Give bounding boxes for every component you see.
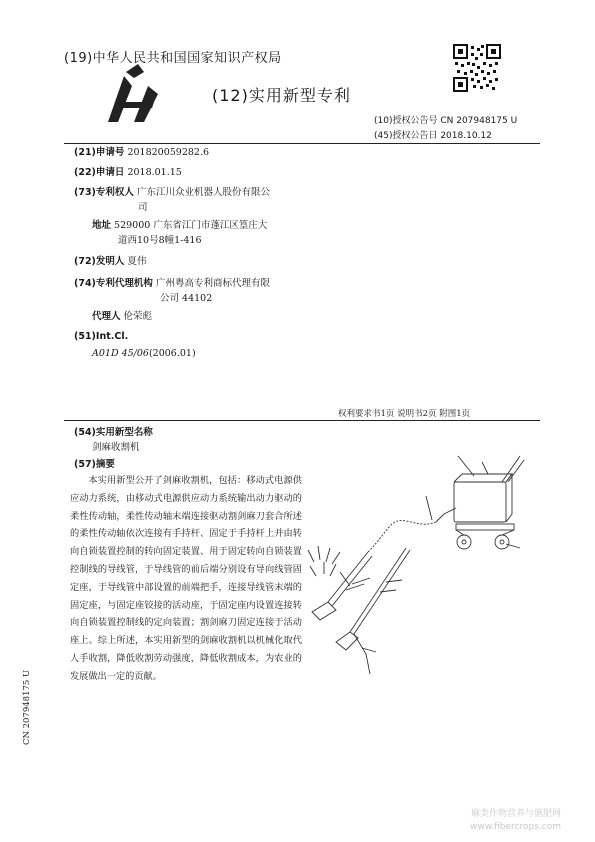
agency-continued [160, 292, 212, 306]
harvester-drawing [306, 452, 526, 682]
address-continued [118, 234, 202, 248]
agency-line-2: 公司 44102 [160, 293, 213, 304]
int-cl-row [74, 330, 128, 344]
title-label: (54)实用新型名称 [74, 427, 153, 438]
application-number-row [74, 146, 209, 160]
inventor: 夏伟 [127, 256, 147, 267]
address-line-1: 529000 广东省江门市蓬江区篁庄大 [114, 220, 268, 231]
publication-info [374, 114, 517, 144]
watermark-line-2: www.fibercrops.com [470, 822, 561, 832]
ipc-code: A01D 45/06 [92, 348, 149, 359]
watermark [470, 808, 561, 834]
ipc-year: (2006.01) [148, 348, 196, 359]
utility-model-title: 剑麻收割机 [92, 442, 140, 453]
abstract-text: 本实用新型公开了剑麻收割机，包括：移动式电源供应动力系统，由移动式电源供应动力系统输出动力驱动的柔性传动轴，柔性传动轴末端连接驱动割剑麻刀套合所述的柔性传动轴依次连接有手持杆、固定于手持杆上并由转向自锁装置控制的转向固定装置、用于固定转向自锁装置控制线的导线管，于导线管的前后端分别设有导向线管固定座，于导线管中部设置的前端把手，连接导线管末端的固定座，与固定座铰接的活动座，于固定座内设置连接转向自锁装置控制线的定向装置；割剑麻刀固定连接于活动座上。综上所述，本实用新型的剑麻收割机以机械化取代人手收割，降低收割劳动强度，降低收割成本，为农业的发展做出一定的贡献。 [70, 475, 302, 682]
watermark-line-1: 麻类作物营养与施肥网 [470, 809, 561, 819]
agency-label: (74)专利代理机构 [74, 278, 153, 289]
abstract-label: (57)摘要 [74, 459, 115, 470]
application-date: 2018.01.15 [127, 167, 182, 178]
patentee-row [74, 186, 270, 200]
section-rule [64, 420, 540, 421]
address-row [92, 219, 267, 233]
ipc-row [92, 347, 196, 361]
page-counts: 权利要求书1页 说明书2页 附图1页 [338, 409, 471, 419]
application-date-label: (22)申请日 [74, 167, 125, 178]
agent-label: 代理人 [92, 311, 121, 322]
header-rule [64, 143, 540, 144]
address-label: 地址 [92, 220, 112, 231]
patentee-continued [138, 201, 148, 215]
patentee-label: (73)专利权人 [74, 187, 134, 198]
application-number: 201820059282.6 [127, 147, 210, 158]
qr-code [453, 44, 501, 92]
publication-number: (10)授权公告号 CN 207948175 U [374, 116, 518, 126]
agency-line-1: 广州粤高专利商标代理有限 [155, 278, 270, 289]
office-name: (19)中华人民共和国国家知识产权局 [64, 51, 282, 66]
inventor-row [74, 255, 146, 269]
side-publication-number: CN 207948175 U [22, 669, 32, 745]
inventor-label: (72)发明人 [74, 256, 125, 267]
application-number-label: (21)申请号 [74, 147, 125, 158]
publication-date: (45)授权公告日 2018.10.12 [374, 131, 492, 141]
application-date-row [74, 166, 182, 180]
patentee-line-1: 广东江川众业机器人股份有限公 [136, 187, 270, 198]
patentee-line-2: 司 [138, 202, 148, 213]
agency-row [74, 277, 270, 291]
document-type: (12)实用新型专利 [212, 86, 351, 105]
address-line-2: 道西10号8幢1-416 [118, 235, 202, 246]
agent-row [92, 310, 152, 324]
cnipa-logo [104, 62, 162, 126]
agent: 伦荣彪 [123, 311, 153, 322]
int-cl-label: (51)Int.Cl. [74, 331, 129, 342]
